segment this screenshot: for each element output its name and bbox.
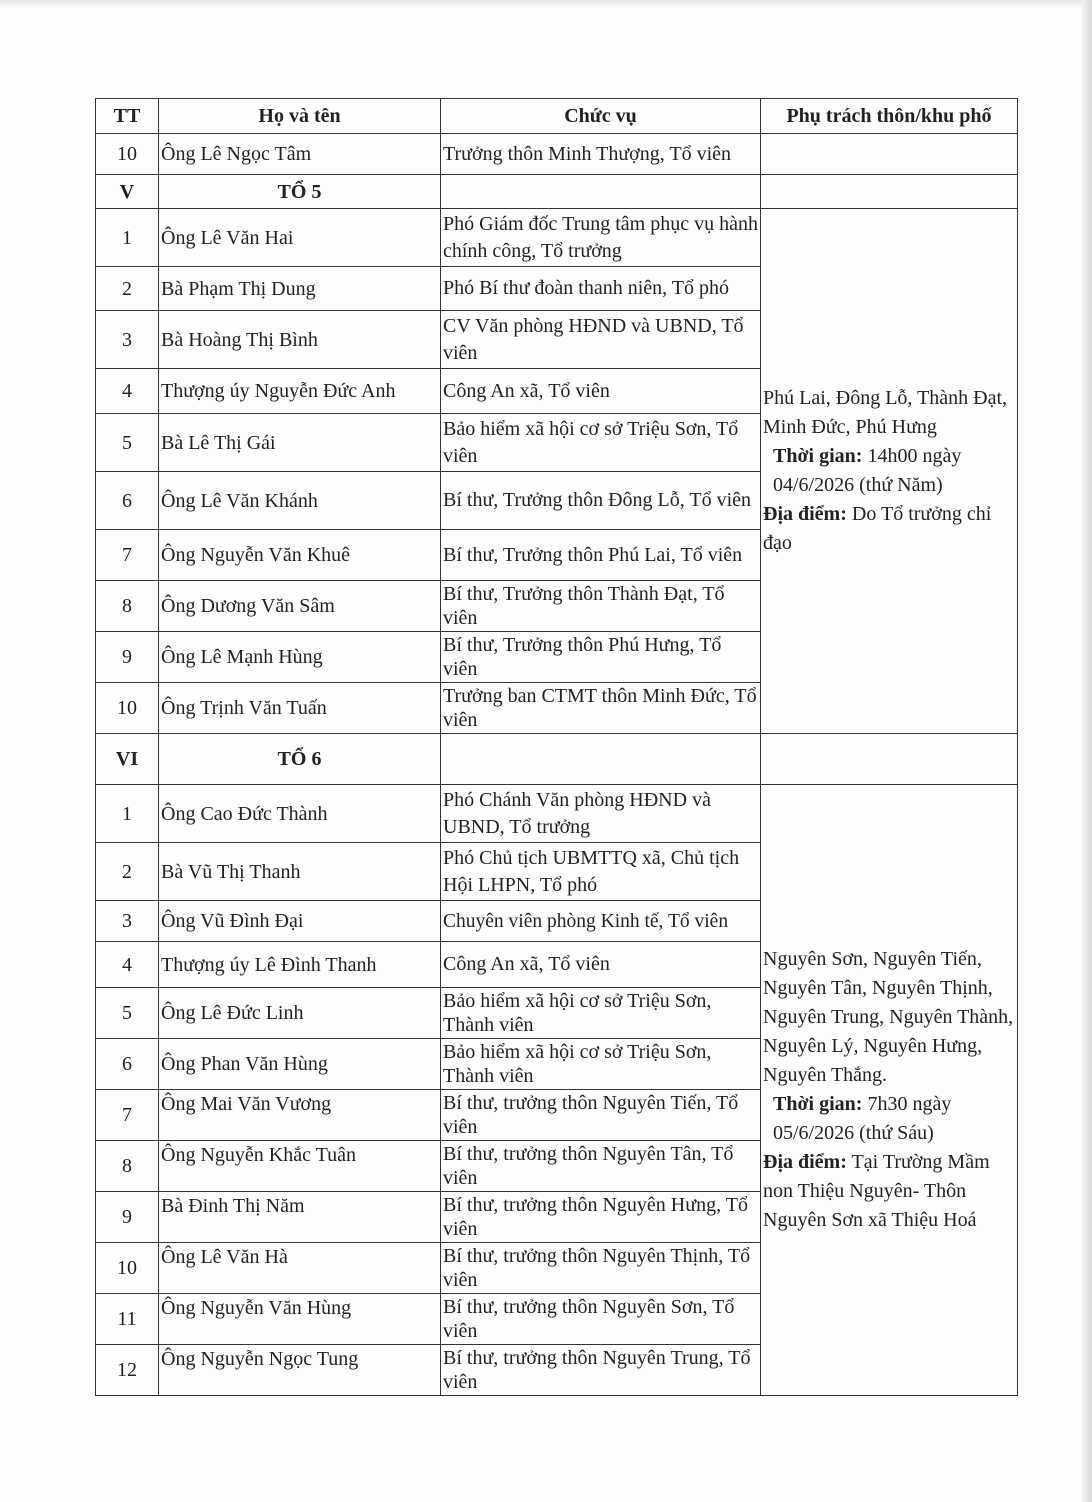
row-role: Bí thư, trưởng thôn Nguyên Thịnh, Tổ viên — [441, 1243, 761, 1294]
row-name: Ông Vũ Đình Đại — [159, 901, 441, 942]
meeting-time — [763, 1090, 1015, 1148]
row-tt: 11 — [96, 1294, 159, 1345]
table-row — [96, 134, 1018, 175]
row-tt: 3 — [96, 901, 159, 942]
row-role: Phó Chủ tịch UBMTTQ xã, Chủ tịch Hội LHPN, Tổ phó — [441, 843, 761, 901]
row-tt: 7 — [96, 1090, 159, 1141]
row-tt: 6 — [96, 1039, 159, 1090]
meeting-place — [763, 1148, 1015, 1235]
row-name: Ông Nguyễn Văn Hùng — [159, 1294, 441, 1345]
group-number: VI — [96, 734, 159, 785]
group-header-row — [96, 175, 1018, 209]
row-tt: 9 — [96, 1192, 159, 1243]
group-empty-cell — [441, 734, 761, 785]
row-role: Bảo hiểm xã hội cơ sở Triệu Sơn, Thành viên — [441, 988, 761, 1039]
row-tt: 2 — [96, 267, 159, 311]
row-tt: 12 — [96, 1345, 159, 1396]
row-role: Bảo hiểm xã hội cơ sở Triệu Sơn, Tổ viên — [441, 414, 761, 472]
row-name: Ông Nguyễn Văn Khuê — [159, 530, 441, 581]
meeting-time — [763, 442, 1015, 500]
header-area: Phụ trách thôn/khu phố — [761, 99, 1018, 134]
row-name: Ông Lê Ngọc Tâm — [159, 134, 441, 175]
row-name: Bà Phạm Thị Dung — [159, 267, 441, 311]
row-name: Ông Phan Văn Hùng — [159, 1039, 441, 1090]
row-tt: 1 — [96, 785, 159, 843]
row-name: Thượng úy Nguyễn Đức Anh — [159, 369, 441, 414]
row-tt: 5 — [96, 414, 159, 472]
group-title: TỔ 5 — [159, 175, 441, 209]
row-role: Công An xã, Tổ viên — [441, 369, 761, 414]
row-role: Bí thư, Trưởng thôn Đông Lỗ, Tổ viên — [441, 472, 761, 530]
row-role: Phó Giám đốc Trung tâm phục vụ hành chính công, Tổ trưởng — [441, 209, 761, 267]
header-name: Họ và tên — [159, 99, 441, 134]
place-label: Địa điểm: — [763, 1151, 847, 1173]
row-name: Bà Hoàng Thị Bình — [159, 311, 441, 369]
row-tt: 7 — [96, 530, 159, 581]
row-role: Bí thư, Trưởng thôn Phú Lai, Tổ viên — [441, 530, 761, 581]
row-role: Trưởng ban CTMT thôn Minh Đức, Tổ viên — [441, 683, 761, 734]
row-tt: 10 — [96, 683, 159, 734]
row-role: CV Văn phòng HĐND và UBND, Tổ viên — [441, 311, 761, 369]
row-name: Bà Vũ Thị Thanh — [159, 843, 441, 901]
time-value: 14h00 ngày 04/6/2026 (thứ Năm) — [773, 445, 962, 496]
header-tt: TT — [96, 99, 159, 134]
row-tt: 10 — [96, 1243, 159, 1294]
row-name: Ông Cao Đức Thành — [159, 785, 441, 843]
page-top-shadow — [0, 0, 1092, 8]
row-role: Bí thư, trưởng thôn Nguyên Trung, Tổ viên — [441, 1345, 761, 1396]
row-name: Bà Đinh Thị Năm — [159, 1192, 441, 1243]
meeting-place — [763, 500, 1015, 558]
row-name: Bà Lê Thị Gái — [159, 414, 441, 472]
row-name: Ông Dương Văn Sâm — [159, 581, 441, 632]
header-row — [96, 99, 1018, 134]
roster-table — [95, 98, 1018, 1396]
row-role: Bí thư, trưởng thôn Nguyên Hưng, Tổ viên — [441, 1192, 761, 1243]
area-villages: Nguyên Sơn, Nguyên Tiến, Nguyên Tân, Nguyên Thịnh, Nguyên Trung, Nguyên Thành, Nguyên Lý, Nguyên Hưng, Nguyên Thắng. — [763, 948, 1014, 1086]
group-empty-cell — [761, 175, 1018, 209]
group-empty-cell — [761, 734, 1018, 785]
time-value: 7h30 ngày 05/6/2026 (thứ Sáu) — [773, 1093, 952, 1144]
row-tt: 4 — [96, 942, 159, 988]
row-name: Ông Lê Đức Linh — [159, 988, 441, 1039]
group-header-row — [96, 734, 1018, 785]
group-empty-cell — [441, 175, 761, 209]
table-row — [96, 785, 1018, 843]
row-tt: 8 — [96, 581, 159, 632]
header-role: Chức vụ — [441, 99, 761, 134]
row-role: Trưởng thôn Minh Thượng, Tổ viên — [441, 134, 761, 175]
row-name: Ông Lê Mạnh Hùng — [159, 632, 441, 683]
row-role: Phó Chánh Văn phòng HĐND và UBND, Tổ trưởng — [441, 785, 761, 843]
row-tt: 4 — [96, 369, 159, 414]
group-title: TỔ 6 — [159, 734, 441, 785]
group6-area-cell — [761, 785, 1018, 1396]
row-tt: 3 — [96, 311, 159, 369]
row-name: Ông Trịnh Văn Tuấn — [159, 683, 441, 734]
row-area-empty — [761, 134, 1018, 175]
time-label: Thời gian: — [773, 445, 863, 467]
row-tt: 2 — [96, 843, 159, 901]
row-name: Ông Nguyễn Ngọc Tung — [159, 1345, 441, 1396]
row-name: Ông Nguyễn Khắc Tuân — [159, 1141, 441, 1192]
row-role: Bí thư, Trưởng thôn Thành Đạt, Tổ viên — [441, 581, 761, 632]
place-value: Tại Trường Mầm non Thiệu Nguyên- Thôn Nguyên Sơn xã Thiệu Hoá — [763, 1151, 990, 1231]
row-name: Thượng úy Lê Đình Thanh — [159, 942, 441, 988]
table-row — [96, 209, 1018, 267]
row-tt: 8 — [96, 1141, 159, 1192]
place-value: Do Tổ trưởng chỉ đạo — [763, 503, 992, 554]
group-number: V — [96, 175, 159, 209]
row-role: Bí thư, Trưởng thôn Phú Hưng, Tổ viên — [441, 632, 761, 683]
row-role: Bí thư, trưởng thôn Nguyên Tân, Tổ viên — [441, 1141, 761, 1192]
row-tt: 9 — [96, 632, 159, 683]
row-name: Ông Lê Văn Hà — [159, 1243, 441, 1294]
row-role: Phó Bí thư đoàn thanh niên, Tổ phó — [441, 267, 761, 311]
row-tt: 6 — [96, 472, 159, 530]
row-tt: 5 — [96, 988, 159, 1039]
page-right-edge — [1082, 0, 1092, 1502]
time-label: Thời gian: — [773, 1093, 863, 1115]
row-role: Bảo hiểm xã hội cơ sở Triệu Sơn, Thành viên — [441, 1039, 761, 1090]
row-name: Ông Mai Văn Vương — [159, 1090, 441, 1141]
row-name: Ông Lê Văn Khánh — [159, 472, 441, 530]
row-role: Chuyên viên phòng Kinh tế, Tổ viên — [441, 901, 761, 942]
row-role: Bí thư, trưởng thôn Nguyên Tiến, Tổ viên — [441, 1090, 761, 1141]
row-name: Ông Lê Văn Hai — [159, 209, 441, 267]
row-tt: 1 — [96, 209, 159, 267]
row-role: Bí thư, trưởng thôn Nguyên Sơn, Tổ viên — [441, 1294, 761, 1345]
place-label: Địa điểm: — [763, 503, 847, 525]
group5-area-cell — [761, 209, 1018, 734]
row-role: Công An xã, Tổ viên — [441, 942, 761, 988]
row-tt: 10 — [96, 134, 159, 175]
area-villages: Phú Lai, Đông Lỗ, Thành Đạt, Minh Đức, Phú Hưng — [763, 387, 1008, 438]
